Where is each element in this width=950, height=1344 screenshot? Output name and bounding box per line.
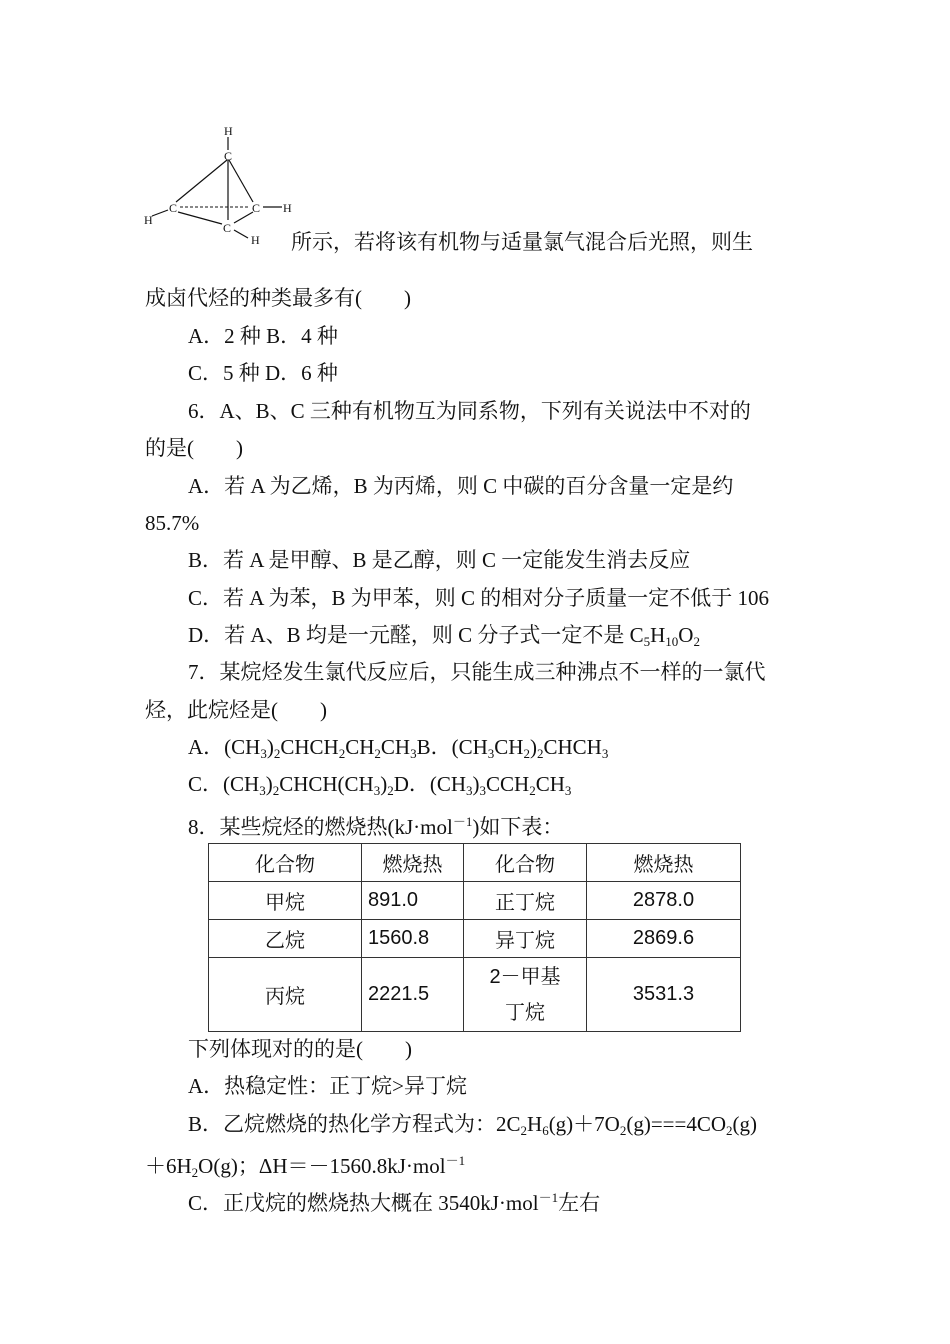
formula-part: B．(CH: [416, 735, 488, 759]
q8-stem: [188, 808, 563, 841]
subscript: 2: [191, 1165, 199, 1180]
formula-part: CH: [345, 735, 375, 759]
table-header-row: [209, 844, 741, 882]
table-header-cell: 燃烧热: [587, 844, 741, 882]
q8-stem-text: 8．某些烷烃的燃烧热(kJ·mol: [188, 815, 453, 839]
table-cell: [464, 958, 587, 1032]
subscript: 3: [601, 746, 609, 761]
q5-stem-line2: 成卤代烃的种类最多有( ): [145, 286, 411, 310]
table-row: [209, 958, 741, 1032]
table-cell: 2878.0: [587, 882, 741, 920]
subscript: 2: [726, 1123, 733, 1138]
subscript: 6: [542, 1123, 549, 1138]
table-row: [209, 920, 741, 958]
atom-label-h-right: H: [283, 201, 292, 215]
subscript: 2: [693, 634, 700, 649]
q6-option-c: C．若 A 为苯，B 为甲苯，则 C 的相对分子质量一定不低于 106: [188, 586, 770, 610]
q6-option-a-line1: A．若 A 为乙烯，B 为丙烯，则 C 中碳的百分含量一定是约: [188, 474, 734, 498]
subscript: 2: [536, 746, 544, 761]
table-cell: 891.0: [362, 882, 464, 920]
formula-part: ): [266, 735, 274, 759]
table-cell: 甲烷: [209, 882, 362, 920]
q6-stem-line2: 的是( ): [145, 436, 243, 460]
formula-part: D．(CH: [393, 772, 467, 796]
subscript: 3: [466, 783, 473, 798]
q8-option-b-line2: [145, 1147, 465, 1187]
q6-option-b: B．若 A 是甲醇、B 是乙醇，则 C 一定能发生消去反应: [188, 548, 691, 572]
formula-part: H: [650, 623, 666, 647]
formula-part: CH: [535, 772, 565, 796]
formula-part: ): [265, 772, 273, 796]
q8-option-c-suffix: 左右: [558, 1191, 601, 1215]
superscript: －1: [452, 814, 473, 829]
formula-part: O(g)；ΔH＝－1560.8kJ·mol: [198, 1154, 446, 1178]
subscript: 2: [387, 783, 394, 798]
q8-option-c: [188, 1184, 600, 1217]
atom-label-h-left: H: [144, 213, 153, 227]
subscript: 3: [564, 783, 572, 798]
q7-stem-line2: 烃，此烷烃是( ): [145, 698, 327, 722]
q8-option-b-line1: [188, 1110, 757, 1145]
bicyclobutane-structure-diagram: [140, 120, 300, 250]
q6-option-a-line2: 85.7%: [145, 511, 200, 535]
formula-part: H: [527, 1112, 543, 1136]
subscript: 3: [479, 783, 487, 798]
q6-stem-line1: 6．A、B、C 三种有机物互为同系物，下列有关说法中不对的: [188, 399, 751, 423]
table-cell: 1560.8: [362, 920, 464, 958]
q5-options-cd: C．5 种 D．6 种: [188, 361, 338, 385]
atom-label-c-top: C: [224, 149, 233, 163]
formula-part: ): [472, 772, 480, 796]
table-cell: 2869.6: [587, 920, 741, 958]
q5-options-ab: A．2 种 B．4 种: [188, 324, 338, 348]
combustion-heat-table: [208, 843, 741, 1032]
table-cell: 3531.3: [587, 958, 741, 1032]
subscript: 2: [374, 746, 381, 761]
subscript: 2: [523, 746, 530, 761]
subscript: 3: [410, 746, 417, 761]
q5-stem-line1: 所示，若将该有机物与适量氯气混合后光照，则生: [291, 230, 753, 254]
formula-part: B．乙烷燃烧的热化学方程式为：2C: [188, 1112, 521, 1136]
atom-label-c-bottom: C: [223, 221, 232, 235]
formula-part: (g): [732, 1112, 758, 1136]
q6-option-d-text: D．若 A、B 均是一元醛，则 C 分子式一定不是 C: [188, 623, 644, 647]
table-cell: 丙烷: [209, 958, 362, 1032]
formula-part: CHCH: [543, 735, 602, 759]
table-cell: 正丁烷: [464, 882, 587, 920]
formula-part: CH: [380, 735, 411, 759]
q8-option-c-text: C．正戊烷的燃烧热大概在 3540kJ·mol: [188, 1191, 539, 1215]
q8-prompt: 下列体现对的的是( ): [188, 1037, 412, 1061]
subscript: 3: [487, 746, 495, 761]
subscript: 3: [260, 746, 267, 761]
atom-label-c-right: C: [252, 201, 261, 215]
subscript: 2: [338, 746, 346, 761]
formula-part: O: [678, 623, 694, 647]
table-header-cell: 化合物: [209, 844, 362, 882]
atom-label-h-top: H: [224, 124, 233, 138]
formula-part: C．(CH: [188, 772, 260, 796]
q7-options-ab: [188, 733, 608, 768]
q7-stem-line1: 7．某烷烃发生氯代反应后，只能生成三种沸点不一样的一氯代: [188, 660, 766, 684]
subscript: 2: [520, 1123, 528, 1138]
q7-options-cd: [188, 770, 571, 805]
formula-part: ＋6H: [145, 1154, 192, 1178]
q8-stem-suffix: )如下表：: [472, 815, 564, 839]
formula-part: A．(CH: [188, 735, 261, 759]
table-cell-line: 2－甲基: [489, 965, 561, 988]
formula-part: CHCH: [280, 735, 339, 759]
table-cell: 2221.5: [362, 958, 464, 1032]
atom-label-h-bottom: H: [251, 233, 260, 247]
formula-part: CH: [494, 735, 524, 759]
formula-part: ): [380, 772, 388, 796]
table-cell: 异丁烷: [464, 920, 587, 958]
subscript: 3: [259, 783, 266, 798]
superscript: －1: [538, 1190, 559, 1205]
subscript: 2: [273, 746, 281, 761]
table-row: [209, 882, 741, 920]
formula-part: CCH: [486, 772, 530, 796]
formula-part: ): [529, 735, 537, 759]
subscript: 2: [619, 1123, 627, 1138]
q6-option-d: [188, 621, 700, 656]
table-cell: 乙烷: [209, 920, 362, 958]
subscript: 2: [529, 783, 536, 798]
formula-part: (g)＋7O: [548, 1112, 620, 1136]
formula-part: (g)===4CO: [626, 1112, 727, 1136]
atom-label-c-left: C: [169, 201, 178, 215]
table-header-cell: 燃烧热: [362, 844, 464, 882]
q8-option-a: A．热稳定性：正丁烷>异丁烷: [188, 1074, 468, 1098]
subscript: 10: [665, 634, 679, 649]
table-header-cell: 化合物: [464, 844, 587, 882]
subscript: 3: [373, 783, 381, 798]
subscript: 2: [272, 783, 280, 798]
subscript: 5: [643, 634, 651, 649]
superscript: －1: [445, 1153, 466, 1168]
formula-part: CHCH(CH: [279, 772, 374, 796]
table-cell-line: 丁烷: [505, 1001, 545, 1024]
